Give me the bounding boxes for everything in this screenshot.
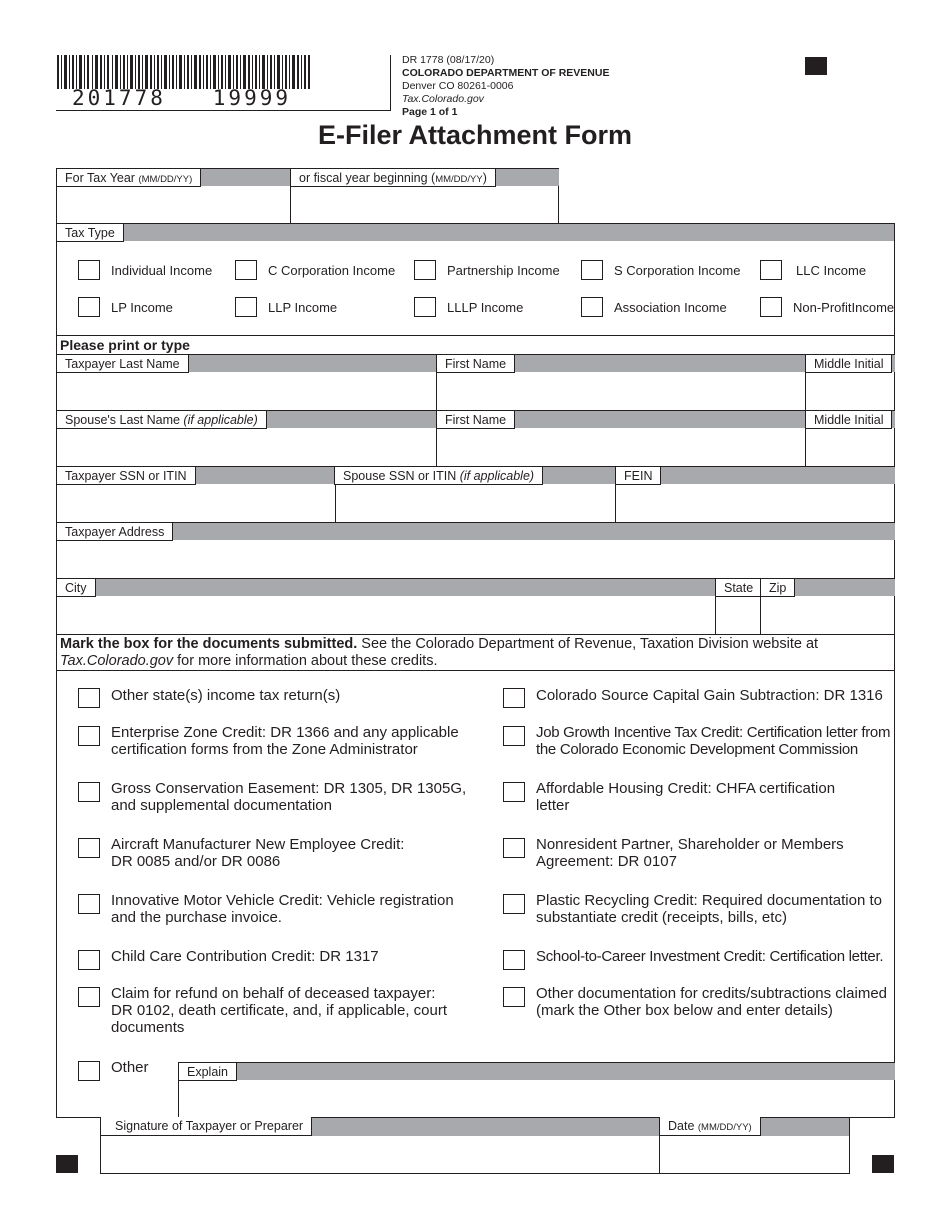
individual-income-checkbox[interactable] [78, 260, 100, 280]
individual-income-label: Individual Income [111, 263, 213, 278]
taxpayer-address-input[interactable] [57, 540, 894, 578]
registration-mark [805, 57, 827, 75]
lllp-income-checkbox[interactable] [414, 297, 436, 317]
documents-instruction: Mark the box for the documents submitted. See the Colorado Department of Revenue, Taxation Division website at Tax.Colorado.gov for more information about these credits. [60, 636, 819, 669]
aircraft-manufacturer-credit-checkbox[interactable] [78, 838, 100, 858]
barcode [57, 55, 310, 89]
page-title: E-Filer Attachment Form [317, 120, 633, 150]
nonresident-partner-label: Nonresident Partner, Shareholder or Members Agreement: DR 0107 [536, 836, 844, 870]
s-corporation-income-label: S Corporation Income [614, 263, 741, 278]
innovative-motor-vehicle-credit-label: Innovative Motor Vehicle Credit: Vehicle registration and the purchase invoice. [111, 892, 454, 926]
spouse-last-name-label: Spouse's Last Name (if applicable) [56, 410, 267, 429]
partnership-income-label: Partnership Income [447, 263, 560, 278]
lp-income-label: LP Income [111, 300, 173, 315]
enterprise-zone-credit-checkbox[interactable] [78, 726, 100, 746]
fiscal-year-label: or fiscal year beginning (MM/DD/YY) [290, 168, 496, 187]
s-corporation-income-checkbox[interactable] [581, 260, 603, 280]
affordable-housing-credit-label: Affordable Housing Credit: CHFA certification letter [536, 780, 836, 814]
signature-label: Signature of Taxpayer or Preparer [100, 1117, 312, 1136]
other-state-return-label: Other state(s) income tax return(s) [111, 687, 341, 704]
form-info [402, 54, 609, 119]
spouse-last-name-input[interactable] [57, 428, 436, 466]
school-to-career-credit-checkbox[interactable] [503, 950, 525, 970]
llp-income-checkbox[interactable] [235, 297, 257, 317]
city-input[interactable] [57, 596, 715, 634]
c-corporation-income-label: C Corporation Income [268, 263, 396, 278]
first-name-input[interactable] [436, 372, 805, 410]
taxpayer-last-name-input[interactable] [57, 372, 436, 410]
spouse-first-name-label: First Name [436, 410, 515, 429]
spouse-middle-initial-label: Middle Initial [805, 410, 892, 429]
tax-year-label: For Tax Year (MM/DD/YY) [56, 168, 201, 187]
taxpayer-ssn-label: Taxpayer SSN or ITIN [56, 466, 196, 485]
state-input[interactable] [715, 596, 760, 634]
explain-input[interactable] [178, 1080, 894, 1117]
other-documentation-label: Other documentation for credits/subtractions claimed (mark the Other box below and enter details) [536, 985, 887, 1019]
zip-input[interactable] [760, 596, 894, 634]
llp-income-label: LLP Income [268, 300, 338, 315]
tax-type-label: Tax Type [56, 223, 124, 242]
registration-mark-bottom-right [872, 1155, 894, 1173]
barcode-icon [57, 55, 310, 89]
llc-income-label: LLC Income [796, 263, 867, 278]
deceased-taxpayer-refund-checkbox[interactable] [78, 987, 100, 1007]
department-website: Tax.Colorado.gov [402, 93, 484, 105]
enterprise-zone-credit-label: Enterprise Zone Credit: DR 1366 and any applicable certification forms from the Zone Administrator [111, 724, 459, 758]
capital-gain-subtraction-checkbox[interactable] [503, 688, 525, 708]
department-address: Denver CO 80261-0006 [402, 80, 514, 92]
spouse-first-name-input[interactable] [436, 428, 805, 466]
tax-year-input[interactable] [56, 186, 290, 223]
non-profit-income-checkbox[interactable] [760, 297, 782, 317]
job-growth-credit-checkbox[interactable] [503, 726, 525, 746]
lp-income-checkbox[interactable] [78, 297, 100, 317]
innovative-motor-vehicle-credit-checkbox[interactable] [78, 894, 100, 914]
state-label: State [715, 578, 762, 597]
fein-label: FEIN [615, 466, 661, 485]
capital-gain-subtraction-label: Colorado Source Capital Gain Subtraction: DR 1316 [536, 687, 883, 704]
fiscal-year-input[interactable] [290, 186, 559, 223]
affordable-housing-credit-checkbox[interactable] [503, 782, 525, 802]
association-income-label: Association Income [614, 300, 727, 315]
gross-conservation-easement-label: Gross Conservation Easement: DR 1305, DR 1305G, and supplemental documentation [111, 780, 467, 814]
explain-label: Explain [178, 1062, 237, 1081]
zip-label: Zip [760, 578, 795, 597]
non-profit-income-label: Non-ProfitIncome [793, 300, 895, 315]
child-care-credit-checkbox[interactable] [78, 950, 100, 970]
partnership-income-checkbox[interactable] [414, 260, 436, 280]
date-label: Date (MM/DD/YY) [659, 1117, 761, 1136]
taxpayer-last-name-label: Taxpayer Last Name [56, 354, 189, 373]
department-name: COLORADO DEPARTMENT OF REVENUE [402, 67, 610, 79]
other-state-return-checkbox[interactable] [78, 688, 100, 708]
other-label: Other [111, 1059, 149, 1076]
fein-input[interactable] [615, 484, 894, 522]
aircraft-manufacturer-credit-label: Aircraft Manufacturer New Employee Credit: DR 0085 and/or DR 0086 [111, 836, 405, 870]
association-income-checkbox[interactable] [581, 297, 603, 317]
middle-initial-input[interactable] [805, 372, 894, 410]
plastic-recycling-credit-checkbox[interactable] [503, 894, 525, 914]
taxpayer-address-label: Taxpayer Address [56, 522, 173, 541]
page-number: Page 1 of 1 [402, 106, 458, 118]
llc-income-checkbox[interactable] [760, 260, 782, 280]
print-heading: Please print or type [60, 337, 190, 353]
spouse-ssn-input[interactable] [335, 484, 615, 522]
taxpayer-ssn-input[interactable] [57, 484, 335, 522]
deceased-taxpayer-refund-label: Claim for refund on behalf of deceased taxpayer: DR 0102, death certificate, and, if applicable, court documents [111, 985, 448, 1036]
middle-initial-label: Middle Initial [805, 354, 892, 373]
c-corporation-income-checkbox[interactable] [235, 260, 257, 280]
date-input[interactable] [659, 1136, 850, 1174]
registration-mark-bottom-left [56, 1155, 78, 1173]
form-number: DR 1778 (08/17/20) [402, 54, 495, 66]
job-growth-credit-label: Job Growth Incentive Tax Credit: Certification letter from the Colorado Economic Development Commission [536, 724, 891, 758]
other-documentation-checkbox[interactable] [503, 987, 525, 1007]
spouse-middle-initial-input[interactable] [805, 428, 894, 466]
signature-input[interactable] [100, 1136, 659, 1174]
spouse-ssn-label: Spouse SSN or ITIN (if applicable) [334, 466, 543, 485]
barcode-number: 201778 19999 [72, 86, 292, 110]
school-to-career-credit-label: School-to-Career Investment Credit: Certification letter. [536, 948, 884, 965]
city-label: City [56, 578, 96, 597]
other-checkbox[interactable] [78, 1061, 100, 1081]
lllp-income-label: LLLP Income [447, 300, 524, 315]
first-name-label: First Name [436, 354, 515, 373]
child-care-credit-label: Child Care Contribution Credit: DR 1317 [111, 948, 379, 965]
gross-conservation-easement-checkbox[interactable] [78, 782, 100, 802]
nonresident-partner-checkbox[interactable] [503, 838, 525, 858]
plastic-recycling-credit-label: Plastic Recycling Credit: Required documentation to substantiate credit (receipts, bills, etc) [536, 892, 883, 926]
